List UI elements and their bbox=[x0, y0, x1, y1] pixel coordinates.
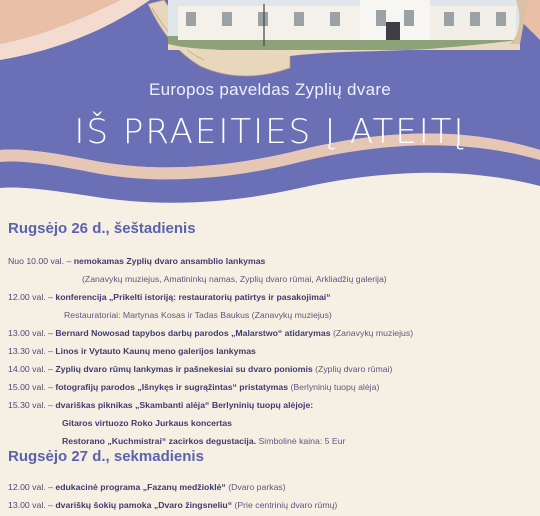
row-event: edukacinė programa „Fazanų medžioklė“ bbox=[55, 482, 226, 492]
header-banner bbox=[0, 0, 540, 222]
row-note: (Zanavykų muziejus) bbox=[330, 328, 414, 338]
schedule-row: 13.00 val. – Bernard Nowosad tapybos darbų parodos „Malarstwo“ atidarymas (Zanavykų muziejus) bbox=[8, 328, 414, 338]
row-time: Nuo 10.00 val. bbox=[8, 256, 65, 266]
row-note: (Zanavykų muziejus, Amatininkų namas, Zyplių dvaro rūmai, Arkliadžių galerija) bbox=[82, 274, 387, 284]
row-event: nemokamas Zyplių dvaro ansamblio lankymas bbox=[73, 256, 266, 266]
header-background bbox=[0, 0, 540, 222]
row-note: Restauratoriai: Martynas Kosas ir Tadas Baukus (Zanavykų muziejus) bbox=[64, 310, 332, 320]
schedule-row: 12.00 val. – konferencija „Prikelti istoriją: restauratorių patirtys ir pasakojimai“ bbox=[8, 292, 331, 302]
row-time: 15.00 val. bbox=[8, 382, 46, 392]
row-time: 13.00 val. bbox=[8, 500, 46, 510]
schedule-row bbox=[64, 310, 332, 320]
row-event: Linos ir Vytauto Kaunų meno galerijos lankymas bbox=[55, 346, 256, 356]
row-time: 12.00 val. bbox=[8, 482, 46, 492]
row-event: konferencija „Prikelti istoriją: restauratorių patirtys ir pasakojimai“ bbox=[55, 292, 331, 302]
row-event: Restorano „Kuchmistrai“ zacirkos degustacija. bbox=[62, 436, 257, 446]
schedule-row: Nuo 10.00 val. – nemokamas Zyplių dvaro ansamblio lankymas bbox=[8, 256, 266, 266]
row-event: Bernard Nowosad tapybos darbų parodos „Malarstwo“ atidarymas bbox=[55, 328, 331, 338]
schedule-row: 13.30 val. – Linos ir Vytauto Kaunų meno galerijos lankymas bbox=[8, 346, 256, 356]
row-event: Gitaros virtuozo Roko Jurkaus koncertas bbox=[62, 418, 232, 428]
row-time: 14.00 val. bbox=[8, 364, 46, 374]
schedule-row: 13.00 val. – dvariškų šokių pamoka „Dvaro žingsneliu“ (Prie centrinių dvaro rūmų) bbox=[8, 500, 338, 510]
row-note: (Dvaro parkas) bbox=[225, 482, 286, 492]
schedule-row: 12.00 val. – edukacinė programa „Fazanų medžioklė“ (Dvaro parkas) bbox=[8, 482, 286, 492]
row-event: fotografijų parodos „Išnykęs ir sugrąžintas“ pristatymas bbox=[55, 382, 289, 392]
row-event: dvariškų šokių pamoka „Dvaro žingsneliu“ bbox=[55, 500, 233, 510]
row-note: (Zyplių dvaro rūmai) bbox=[312, 364, 393, 374]
row-note: (Prie centrinių dvaro rūmų) bbox=[232, 500, 338, 510]
schedule-row: 15.30 val. – dvariškas piknikas „Skambanti alėja“ Berlyninių tuopų alėjoje: bbox=[8, 400, 314, 410]
event-subtitle: Europos paveldas Zyplių dvare bbox=[148, 80, 392, 99]
schedule-row bbox=[62, 418, 232, 428]
row-note: Simbolinė kaina: 5 Eur bbox=[256, 436, 346, 446]
day-heading-saturday: Rugsėjo 26 d., šeštadienis bbox=[8, 220, 196, 237]
schedule-row: 14.00 val. – Zyplių dvaro rūmų lankymas ir pašnekesiai su dvaro poniomis (Zyplių dvaro rūmai) bbox=[8, 364, 393, 374]
row-time: 13.30 val. bbox=[8, 346, 46, 356]
event-title: IŠ PRAEITIES Į ATEITĮ bbox=[74, 112, 466, 152]
schedule-row: 15.00 val. – fotografijų parodos „Išnykęs ir sugrąžintas“ pristatymas (Berlyninių tuopų alėja) bbox=[8, 382, 380, 392]
schedule-row bbox=[62, 436, 345, 446]
row-time: 15.30 val. bbox=[8, 400, 46, 410]
schedule-row bbox=[82, 274, 387, 284]
row-event: Zyplių dvaro rūmų lankymas ir pašnekesiai su dvaro poniomis bbox=[55, 364, 313, 374]
row-time: 12.00 val. bbox=[8, 292, 46, 302]
day-heading-sunday: Rugsėjo 27 d., sekmadienis bbox=[8, 448, 204, 465]
row-time: 13.00 val. bbox=[8, 328, 46, 338]
row-event: dvariškas piknikas „Skambanti alėja“ Berlyninių tuopų alėjoje: bbox=[55, 400, 314, 410]
row-note: (Berlyninių tuopų alėja) bbox=[288, 382, 380, 392]
